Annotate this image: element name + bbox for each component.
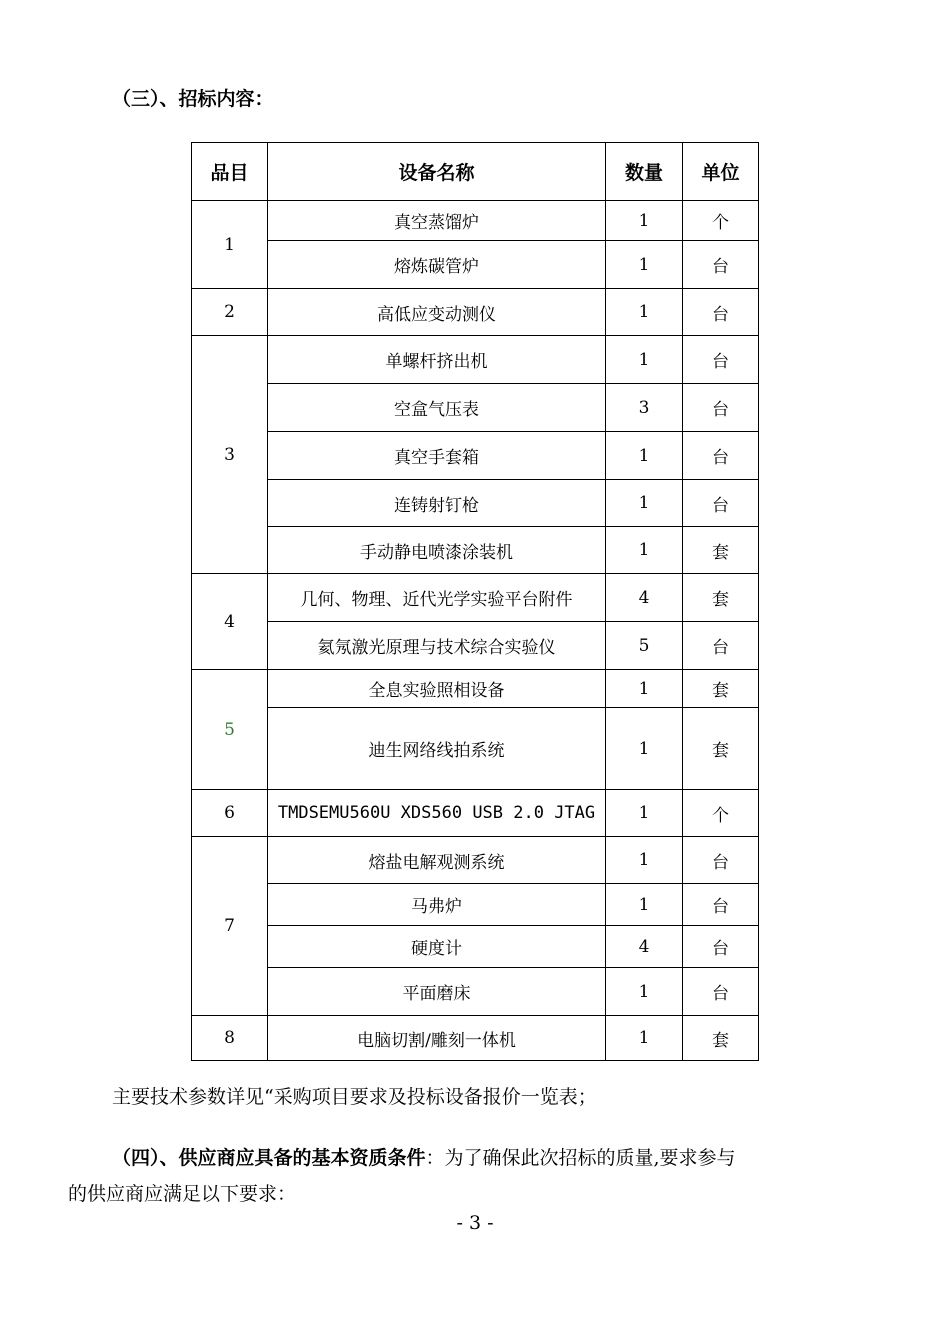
table-row (192, 790, 759, 837)
item-name: 几何、物理、近代光学实验平台附件 (268, 574, 606, 622)
item-name: 熔盐电解观测系统 (268, 837, 606, 884)
section-4-paragraph (112, 1141, 892, 1175)
item-unit: 台 (683, 432, 759, 480)
item-unit: 套 (683, 1016, 759, 1061)
header-qty: 数量 (606, 143, 683, 201)
table-row (192, 432, 759, 480)
item-name: 连铸射钉枪 (268, 480, 606, 527)
page-number: - 3 - (456, 1212, 494, 1234)
item-qty: 1 (606, 480, 683, 527)
section-4-text-continued: 的供应商应满足以下要求： (68, 1183, 297, 1205)
table-row (192, 574, 759, 622)
item-number: 8 (192, 1016, 268, 1061)
table-row (192, 201, 759, 241)
item-unit: 个 (683, 790, 759, 837)
table-row (192, 289, 759, 336)
table-row (192, 241, 759, 289)
table-header-row (192, 143, 759, 201)
item-number: 7 (192, 837, 268, 1016)
item-unit: 台 (683, 968, 759, 1016)
table-row (192, 622, 759, 670)
table-row (192, 336, 759, 384)
item-unit: 台 (683, 336, 759, 384)
section-3-heading: （三）、招标内容： (112, 88, 274, 110)
item-name: TMDSEMU560U XDS560 USB 2.0 JTAG (268, 790, 606, 837)
table-row (192, 1016, 759, 1061)
item-unit: 台 (683, 837, 759, 884)
item-qty: 1 (606, 884, 683, 926)
item-name: 迪生网络线拍系统 (268, 708, 606, 790)
item-unit: 台 (683, 289, 759, 336)
item-name: 硬度计 (268, 926, 606, 968)
item-name: 空盒气压表 (268, 384, 606, 432)
item-name: 马弗炉 (268, 884, 606, 926)
header-name: 设备名称 (268, 143, 606, 201)
item-qty: 5 (606, 622, 683, 670)
item-qty: 1 (606, 336, 683, 384)
section-4-heading: （四）、供应商应具备的基本资质条件 (112, 1147, 426, 1169)
parameters-note: 主要技术参数详见“采购项目要求及投标设备报价一览表； (112, 1086, 597, 1108)
item-number: 5 (192, 670, 268, 790)
item-number: 1 (192, 201, 268, 289)
item-name: 真空蒸馏炉 (268, 201, 606, 241)
item-number: 6 (192, 790, 268, 837)
item-name: 氦氖激光原理与技术综合实验仪 (268, 622, 606, 670)
item-qty: 3 (606, 384, 683, 432)
item-name: 全息实验照相设备 (268, 670, 606, 708)
item-unit: 套 (683, 708, 759, 790)
item-qty: 1 (606, 708, 683, 790)
item-name: 单螺杆挤出机 (268, 336, 606, 384)
item-unit: 套 (683, 574, 759, 622)
item-name: 手动静电喷漆涂装机 (268, 527, 606, 574)
item-qty: 1 (606, 837, 683, 884)
item-qty: 1 (606, 968, 683, 1016)
item-unit: 套 (683, 527, 759, 574)
table-row (192, 480, 759, 527)
item-name: 电脑切割/雕刻一体机 (268, 1016, 606, 1061)
item-qty: 1 (606, 1016, 683, 1061)
item-unit: 台 (683, 241, 759, 289)
bid-items-table (191, 142, 759, 1061)
item-name: 高低应变动测仪 (268, 289, 606, 336)
item-unit: 个 (683, 201, 759, 241)
item-qty: 1 (606, 670, 683, 708)
item-number: 2 (192, 289, 268, 336)
item-unit: 台 (683, 622, 759, 670)
item-name: 真空手套箱 (268, 432, 606, 480)
table-row (192, 527, 759, 574)
table-row (192, 837, 759, 884)
item-qty: 1 (606, 201, 683, 241)
item-unit: 台 (683, 480, 759, 527)
table-row (192, 926, 759, 968)
item-unit: 台 (683, 384, 759, 432)
item-unit: 台 (683, 926, 759, 968)
item-qty: 1 (606, 790, 683, 837)
item-name: 熔炼碳管炉 (268, 241, 606, 289)
item-qty: 1 (606, 432, 683, 480)
header-item: 品目 (192, 143, 268, 201)
section-4-text: ：为了确保此次招标的质量,要求参与 (425, 1147, 736, 1169)
table-row (192, 968, 759, 1016)
item-number: 4 (192, 574, 268, 670)
table-row (192, 884, 759, 926)
table-row (192, 670, 759, 708)
item-unit: 套 (683, 670, 759, 708)
item-qty: 1 (606, 241, 683, 289)
item-qty: 4 (606, 926, 683, 968)
header-unit: 单位 (683, 143, 759, 201)
item-unit: 台 (683, 884, 759, 926)
item-number: 3 (192, 336, 268, 574)
item-qty: 4 (606, 574, 683, 622)
table-row (192, 708, 759, 790)
item-qty: 1 (606, 527, 683, 574)
item-name: 平面磨床 (268, 968, 606, 1016)
item-qty: 1 (606, 289, 683, 336)
table-row (192, 384, 759, 432)
